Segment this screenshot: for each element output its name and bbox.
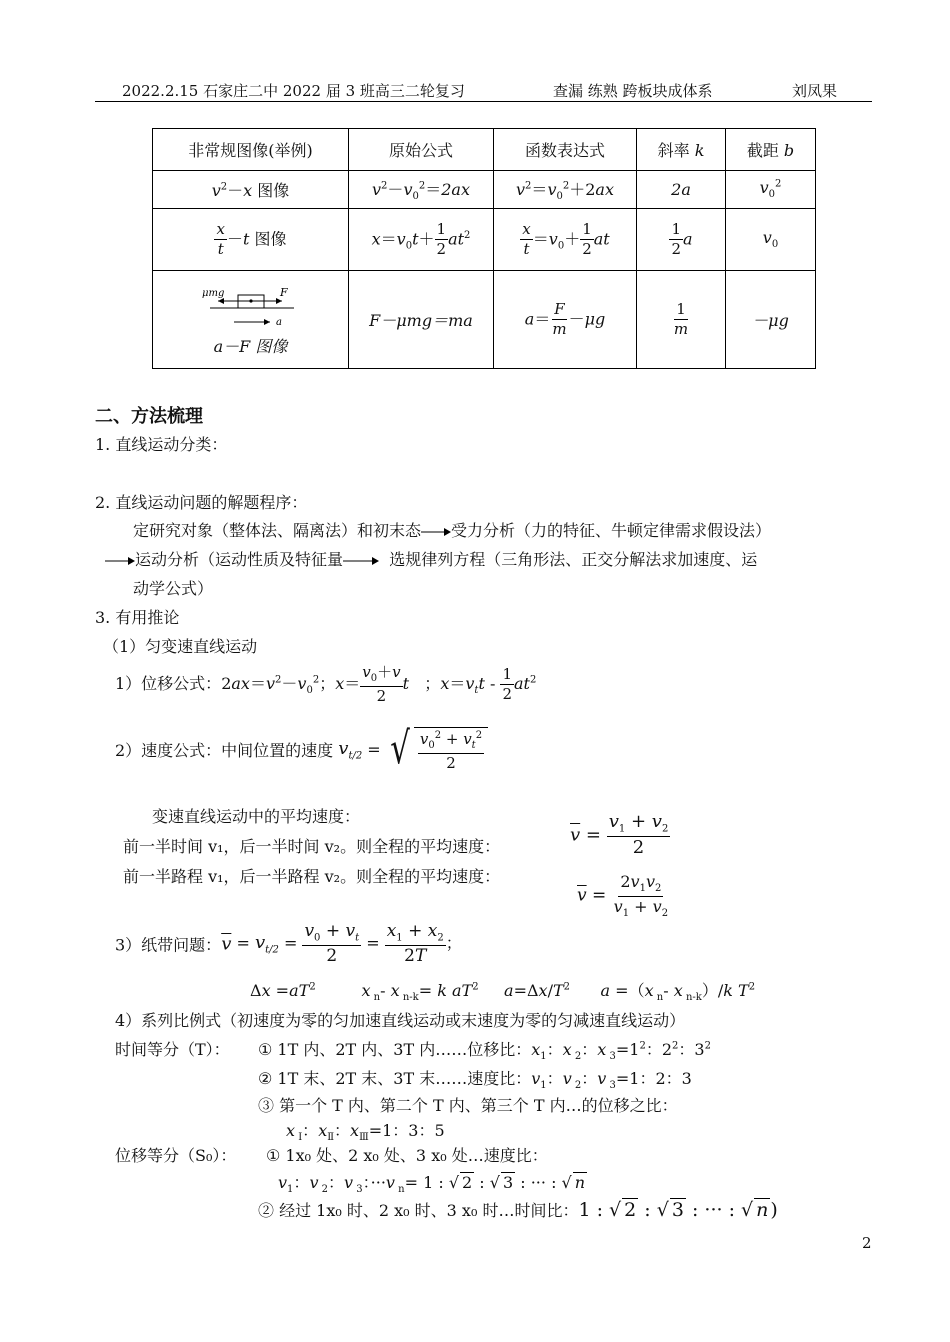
table-row — [153, 171, 816, 209]
time-equal-label: 时间等分（T）： — [115, 1040, 230, 1059]
cell-slope: $\frac{1}{2}$ a — [637, 209, 726, 271]
formula-displacement: 1）位移公式：$2ax=v^2-v_0^2$；x＝ $\frac{v_0+v}{2}$ t ；$x=v_tt$ - $\frac{1}{2}$ $at^2$ — [115, 663, 537, 705]
formula-avg-distance: $\overline{v}$ = $\frac{2v_1v_2}{v_1 + v_2}$ — [577, 872, 669, 919]
table-row — [153, 271, 816, 369]
disp-equal-1-ratio: $v_1$：v $_2$：v $_3$：···v $_n$= 1 : √ 2 : √ 3 : ··· : √ n — [278, 1173, 586, 1196]
avg-time: 前一半时间 v₁，后一半时间 v₂。则全程的平均速度： — [123, 837, 501, 856]
row3-image-label: a－F 图像 — [213, 337, 288, 356]
th-slope: 斜率 k — [637, 129, 726, 171]
item-3-1: （1）匀变速直线运动 — [103, 637, 258, 656]
procedure-line-1: 定研究对象（整体法、隔离法）和初末态 受力分析（力的特征、牛顿定律需求假设法） — [133, 521, 772, 540]
graph-table — [152, 128, 816, 369]
page-number: 2 — [862, 1234, 872, 1252]
time-equal-3-ratio: x $_Ⅰ$：$x_Ⅱ$：$x_Ⅲ=1$：3：5 — [286, 1121, 445, 1144]
cell-image — [153, 271, 349, 369]
cell-slope: 2a — [637, 171, 726, 209]
cell-formula: F－μmg＝ma — [349, 271, 494, 369]
th-intercept: 截距 b — [726, 129, 816, 171]
th-formula: 原始公式 — [349, 129, 494, 171]
th-image: 非常规图像(举例) — [153, 129, 349, 171]
header-center: 查漏 练熟 跨板块成体系 — [553, 82, 713, 100]
header-left: 2022.2.15 石家庄二中 2022 届 3 班高三二轮复习 — [122, 82, 465, 100]
avg-distance: 前一半路程 v₁，后一半路程 v₂。则全程的平均速度： — [123, 867, 501, 886]
time-equal-1: ① 1T 内、2T 内、3T 内……位移比：$x_1$：x $_2$：x $_3=1^2$：$2^2$：$3^2$ — [258, 1040, 711, 1063]
item-ratio: 4）系列比例式（初速度为零的匀加速直线运动或末速度为零的匀减速直线运动） — [115, 1011, 686, 1030]
time-equal-3: ③ 第一个 T 内、第二个 T 内、第三个 T 内…的位移之比： — [258, 1096, 678, 1115]
label-mumg: μmg — [201, 288, 224, 299]
formula-avg-time: $\overline{v}$ = $\frac{v_1 + v_2}{2}$ — [570, 811, 669, 859]
header-right: 刘凤果 — [792, 82, 838, 100]
cell-formula: $v^2-v_0^2=2ax$ — [349, 171, 494, 209]
section-title: 二、方法梳理 — [95, 406, 203, 427]
disp-equal-2: ② 经过 1x₀ 时、2 x₀ 时、3 x₀ 时…时间比：1 : √ 2 : √ 3 : ··· : √ n ) — [258, 1199, 778, 1221]
cell-expression: $\frac{x}{t}$ $=v_0+$ $\frac{1}{2}$ at — [494, 209, 637, 271]
arrow-right-icon — [421, 527, 451, 537]
item-2: 2. 直线运动问题的解题程序： — [95, 493, 308, 512]
cell-intercept: $v_0$ — [726, 209, 816, 271]
formula-tape: 3）纸带问题：$\overline{v} = v_{t/2}$ = $\frac{v_0 + v_t}{2}$ = $\frac{x_1 + x_2}{2T}$ ； — [115, 921, 462, 966]
time-equal-2: ② 1T 末、2T 末、3T 末……速度比：$v_1$：v $_2$：v $_3$=1：2：3 — [258, 1069, 692, 1092]
formula-mid-velocity: 2）速度公式：中间位置的速度 $v_{t/2}$ = √ $\frac{v_0^2 + v_t^2}{2}$ — [115, 727, 488, 772]
force-diagram-icon — [196, 286, 306, 330]
disp-equal-1: ① 1x₀ 处、2 x₀ 处、3 x₀ 处…速度比： — [266, 1146, 548, 1165]
avg-title: 变速直线运动中的平均速度： — [152, 807, 361, 826]
label-a: a — [275, 317, 282, 328]
cell-expression: a＝ $\frac{F}{m}$ －μg — [494, 271, 637, 369]
arrow-right-icon — [105, 556, 135, 566]
cell-intercept: $v_0^2$ — [726, 171, 816, 209]
label-F: F — [279, 286, 288, 299]
disp-equal-label: 位移等分（S₀）： — [115, 1146, 237, 1165]
cell-intercept: －μg — [726, 271, 816, 369]
table-header-row — [153, 129, 816, 171]
th-expression: 函数表达式 — [494, 129, 637, 171]
cell-slope: $\frac{1}{m}$ — [637, 271, 726, 369]
item-3: 3. 有用推论 — [95, 608, 180, 627]
procedure-line-2: 运动分析（运动性质及特征量 选规律列方程（三角形法、正交分解法求加速度、运 — [105, 547, 757, 570]
table-row — [153, 209, 816, 271]
cell-formula: $x=v_0t+$ $\frac{1}{2}$ $at^2$ — [349, 209, 494, 271]
header-rule — [95, 101, 872, 102]
arrow-right-icon — [343, 556, 379, 566]
item-1: 1. 直线运动分类： — [95, 435, 228, 454]
cell-image: $v^2-x$ 图像 — [153, 171, 349, 209]
cell-image: $\frac{x}{t}$ －t 图像 — [153, 209, 349, 271]
procedure-line-3: 动学公式） — [133, 579, 214, 598]
formula-tape-delta: $\Delta x =aT^2$ x $_n$- x $_{n-k}$= k $aT^2$ $a=\Delta x/T^2$ a =（x $_n$- x $_{n-k}$）/k $T^2$ — [250, 981, 756, 1004]
cell-expression: $v^2=v_0^2+2ax$ — [494, 171, 637, 209]
